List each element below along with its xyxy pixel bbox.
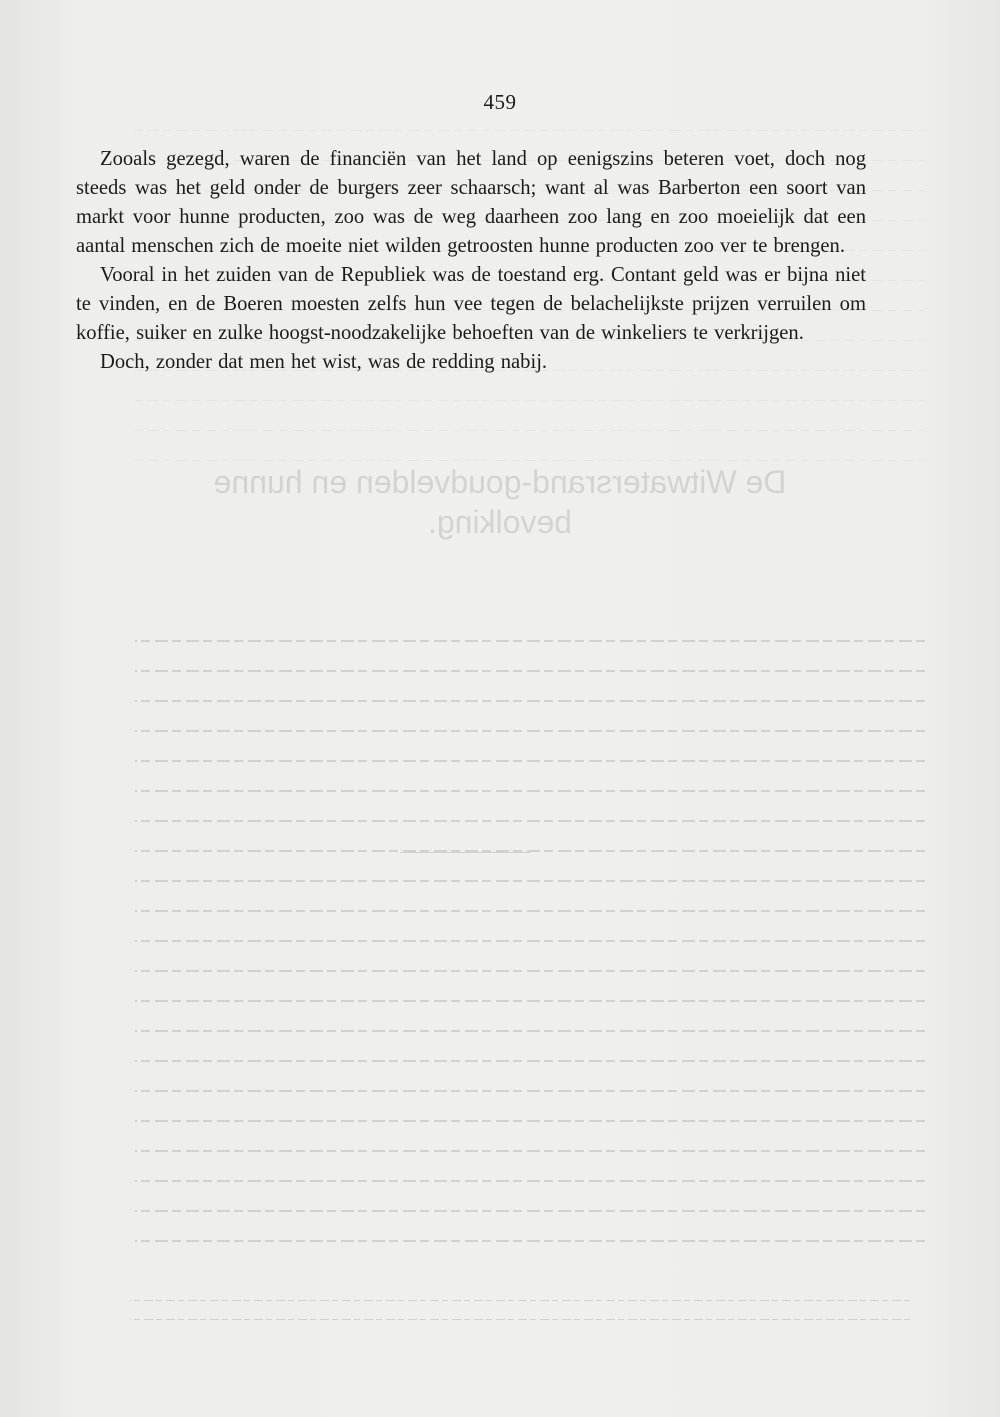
bleed-footnote-lines [130,1300,910,1338]
paragraph: Vooral in het zuiden van de Republiek was de toestand erg. Contant geld was er bijna niet te vinden, en de Boeren moesten zelfs hun vee tegen de belachelijkste prijzen verruilen om koffie, suiker en zulke hoogst-noodzakelijke behoeften van de winkeliers te verkrijgen. [76,264,866,344]
paragraph: Doch, zonder dat men het wist, was de redding nabij. [100,351,548,373]
paragraph: Zooals gezegd, waren de financiën van het land op eenigszins beteren voet, doch nog steeds was het geld onder de burgers zeer schaarsch; want al was Barberton een soort van markt voor hunne producten, zoo was de weg daarheen zoo lang en zoo moeielijk dat een aantal menschen zich de moeite niet wilden getroosten hunne producten zoo ver te brengen. [76,148,866,257]
bleed-text-lines [135,640,925,1270]
body-text [76,145,866,377]
bleed-footnote-rule [400,852,530,853]
page-number: 459 [483,90,517,114]
bleed-heading: De Witwatersrand-goudvelden en hunne bevolking. [213,464,787,540]
